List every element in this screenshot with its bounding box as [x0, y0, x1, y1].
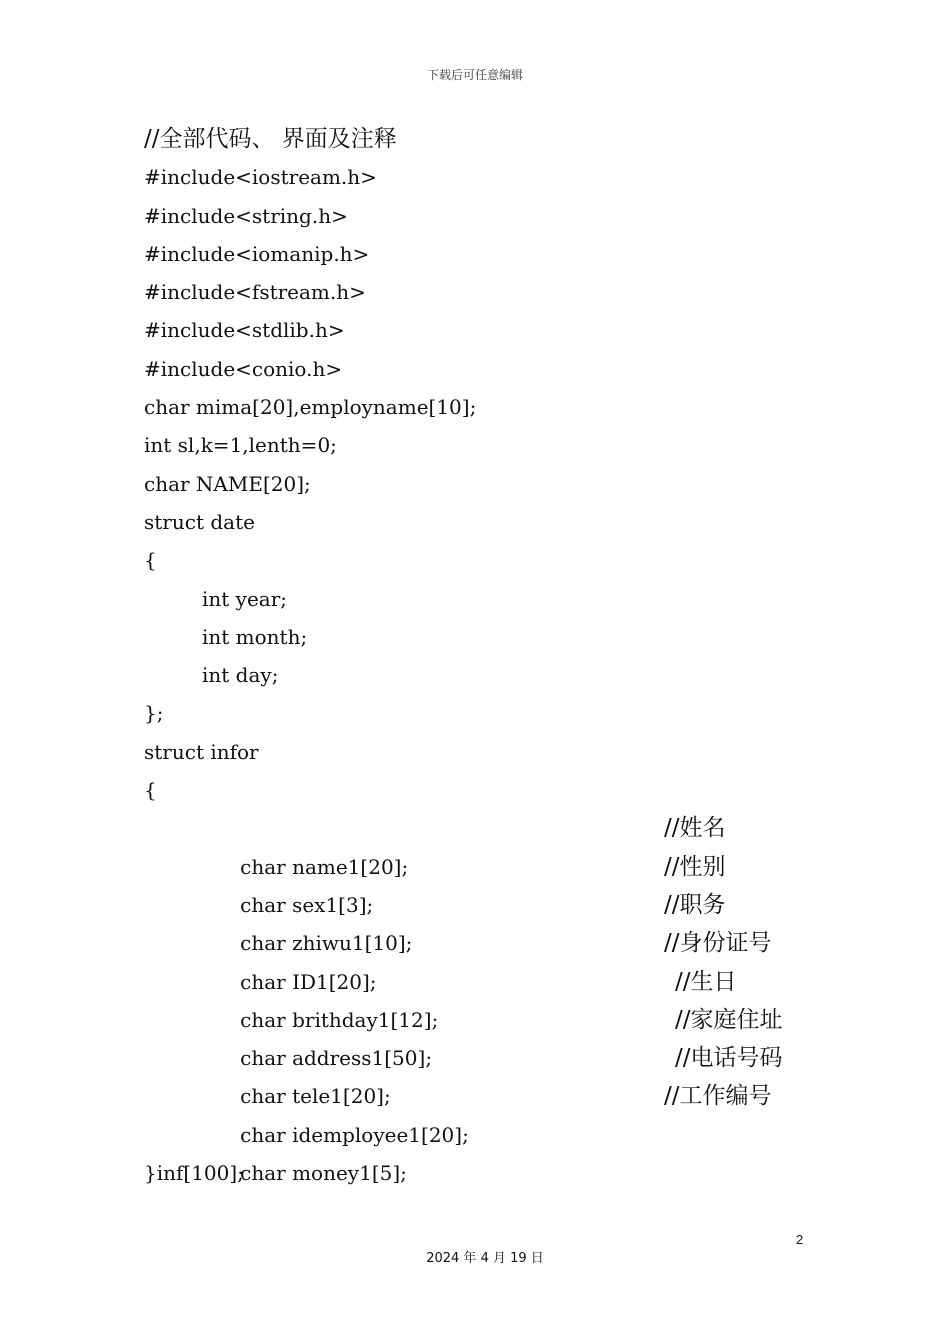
- field-comment: //姓名: [664, 815, 726, 842]
- code-line: int sl,k=1,lenth=0;: [144, 433, 337, 458]
- code-line: #include<iomanip.h>: [144, 241, 370, 266]
- code-line: {: [144, 548, 157, 573]
- field-declaration: char sex1[3];: [240, 892, 374, 917]
- code-listing: [144, 120, 864, 1192]
- field-comment: //生日: [675, 968, 737, 995]
- field-declaration: char address1[50];: [240, 1046, 433, 1071]
- code-line: char mima[20],employname[10];: [144, 395, 477, 420]
- field-comment: //身份证号: [664, 930, 772, 957]
- field-comment: //工作编号: [664, 1083, 772, 1110]
- page-footer-date: 2024 年 4 月 19 日: [426, 1251, 544, 1266]
- field-comment: //性别: [664, 853, 726, 880]
- field-declaration: char name1[20];: [240, 854, 409, 879]
- field-declaration: char ID1[20];: [240, 969, 377, 994]
- field-comment: //电话号码: [675, 1045, 783, 1072]
- field-declaration: char zhiwu1[10];: [240, 931, 413, 956]
- code-line: {: [144, 778, 157, 803]
- code-line: char NAME[20];: [144, 471, 311, 496]
- field-declaration: char idemployee1[20];: [240, 1122, 469, 1147]
- code-line: int day;: [202, 663, 279, 688]
- code-line: int year;: [202, 586, 288, 611]
- field-declaration: char money1[5];: [240, 1161, 407, 1186]
- code-line: #include<iostream.h>: [144, 165, 377, 190]
- page-header: 下载后可任意编辑: [426, 68, 523, 82]
- field-declaration: char brithday1[12];: [240, 1007, 439, 1032]
- code-line: struct infor: [144, 739, 259, 764]
- code-line: #include<stdlib.h>: [144, 318, 345, 343]
- field-comment: //职务: [664, 891, 726, 918]
- field-declaration: char tele1[20];: [240, 1084, 391, 1109]
- code-line: #include<conio.h>: [144, 356, 343, 381]
- code-title-comment: //全部代码、 界面及注释: [144, 126, 397, 152]
- code-line: struct date: [144, 509, 255, 534]
- page-number: 2: [796, 1232, 804, 1247]
- code-line: }inf[100];: [144, 1161, 244, 1186]
- code-line: int month;: [202, 624, 308, 649]
- struct-field-line: [144, 1077, 864, 1147]
- code-line: #include<fstream.h>: [144, 280, 366, 305]
- code-line: #include<string.h>: [144, 203, 348, 228]
- field-comment: //家庭住址: [675, 1006, 783, 1033]
- code-line: };: [144, 701, 164, 726]
